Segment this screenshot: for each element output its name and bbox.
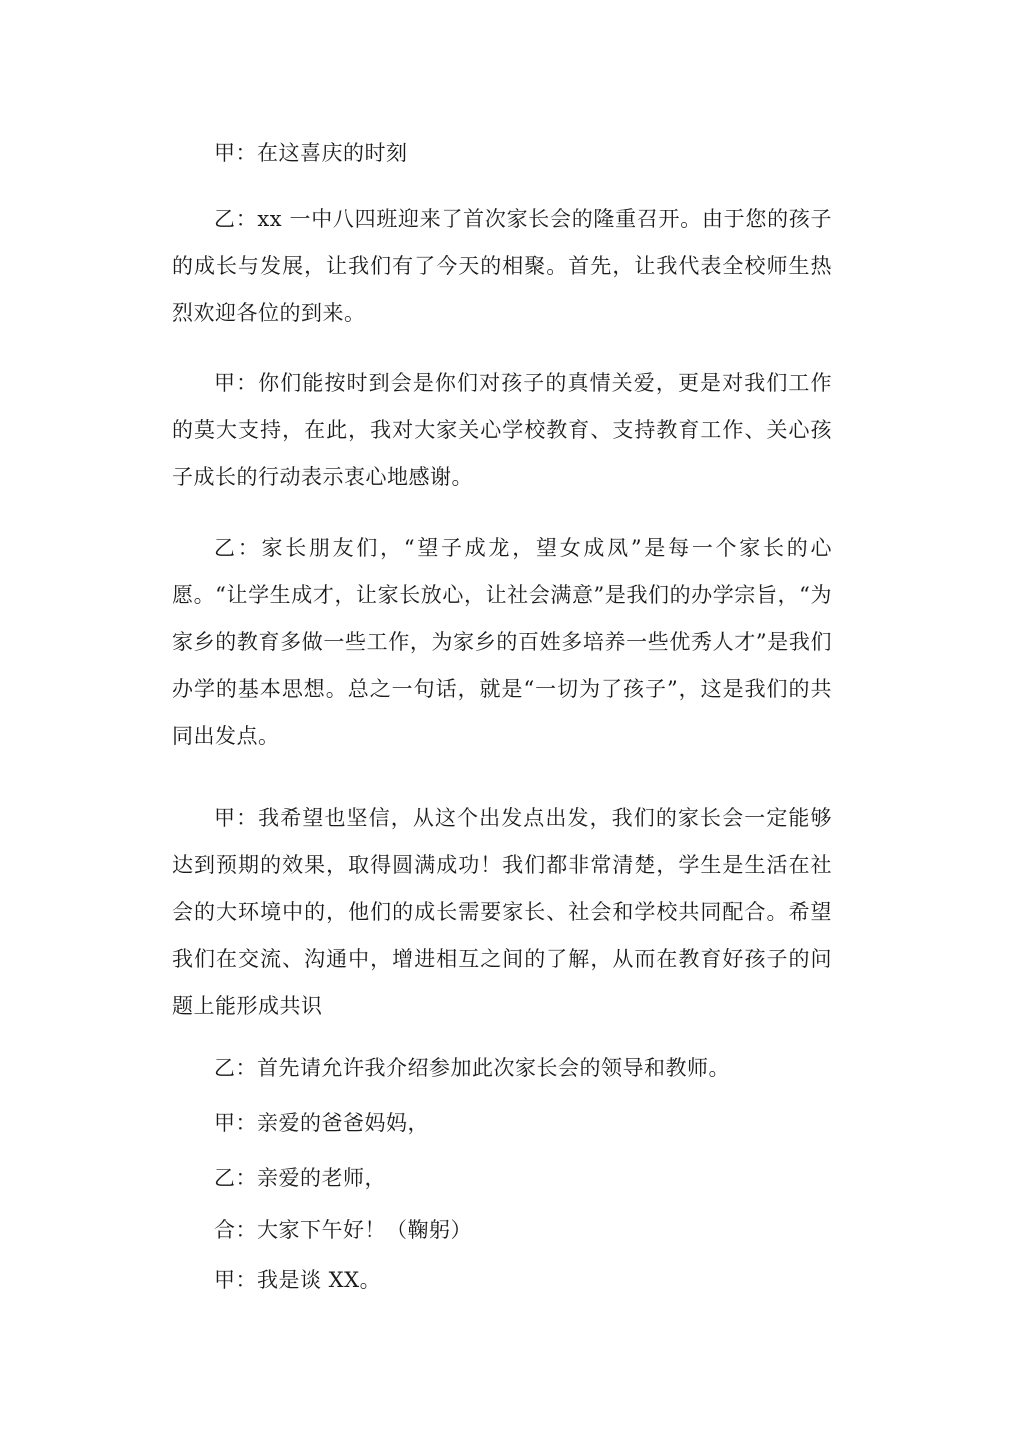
paragraph-7: 甲：亲爱的爸爸妈妈， [214, 1111, 429, 1135]
paragraph-9: 合：大家下午好！（鞠躬） [214, 1218, 472, 1242]
paragraph-3: 甲：你们能按时到会是你们对孩子的真情关爱，更是对我们工作的莫大支持，在此，我对大家关心学校教育、支持教育工作、关心孩子成长的行动表示衷心地感谢。 [172, 371, 832, 489]
paragraph-1: 甲：在这喜庆的时刻 [214, 141, 408, 165]
paragraph-5: 甲：我希望也坚信，从这个出发点出发，我们的家长会一定能够达到预期的效果，取得圆满成功！我们都非常清楚，学生是生活在社会的大环境中的，他们的成长需要家长、社会和学校共同配合。希望我们在交流、沟通中，增进相互之间的了解，从而在教育好孩子的问题上能形成共识 [172, 806, 832, 1018]
paragraph-4: 乙：家长朋友们，“望子成龙，望女成凤”是每一个家长的心愿。“让学生成才，让家长放心，让社会满意”是我们的办学宗旨，“为家乡的教育多做一些工作，为家乡的百姓多培养一些优秀人才”是我们办学的基本思想。总之一句话，就是“一切为了孩子”，这是我们的共同出发点。 [172, 536, 832, 748]
paragraph-10: 甲：我是谈 XX。 [214, 1268, 382, 1292]
paragraph-8: 乙：亲爱的老师， [214, 1166, 386, 1190]
paragraph-6: 乙：首先请允许我介绍参加此次家长会的领导和教师。 [214, 1056, 730, 1080]
paragraph-2: 乙：xx 一中八四班迎来了首次家长会的隆重召开。由于您的孩子的成长与发展，让我们有了今天的相聚。首先，让我代表全校师生热烈欢迎各位的到来。 [172, 207, 832, 325]
